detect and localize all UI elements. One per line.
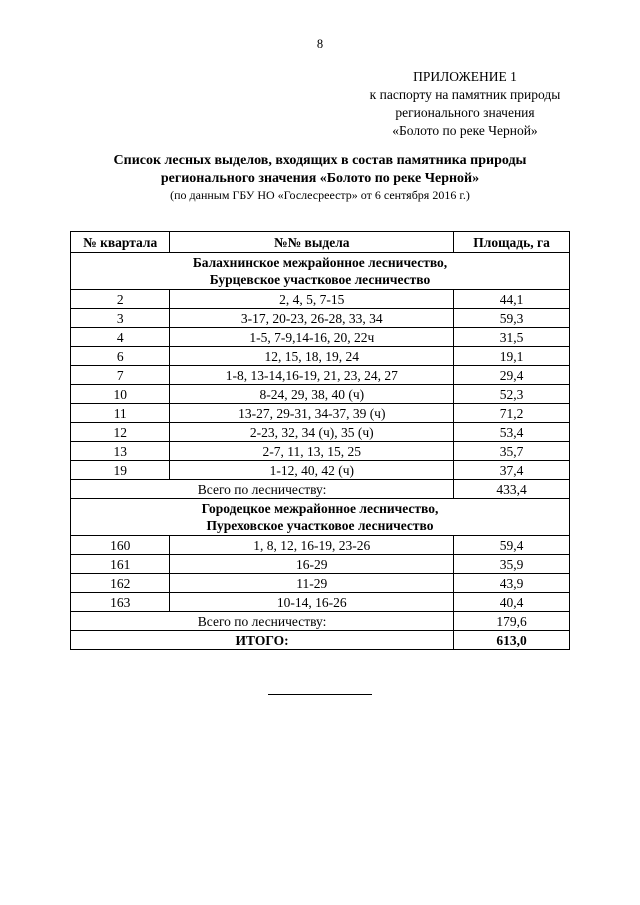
quarter-cell: 161 [71, 555, 170, 574]
plots-cell: 3-17, 20-23, 26-28, 33, 34 [170, 309, 454, 328]
area-cell: 35,7 [454, 442, 570, 461]
data-source-note: (по данным ГБУ НО «Гослесреестр» от 6 сентября 2016 г.) [170, 188, 470, 202]
table-row [71, 536, 570, 555]
area-cell: 44,1 [454, 290, 570, 309]
quarter-cell: 2 [71, 290, 170, 309]
subtotal-label: Всего по лесничеству: [71, 612, 454, 631]
section-header [71, 253, 570, 290]
table-row [71, 366, 570, 385]
quarter-cell: 6 [71, 347, 170, 366]
quarter-cell: 10 [71, 385, 170, 404]
section-title: Балахнинское межрайонное лесничество, [192, 255, 448, 270]
table-row [71, 385, 570, 404]
table-row [71, 555, 570, 574]
quarter-cell: 4 [71, 328, 170, 347]
area-cell: 43,9 [454, 574, 570, 593]
plots-cell: 13-27, 29-31, 34-37, 39 (ч) [170, 404, 454, 423]
quarter-cell: 162 [71, 574, 170, 593]
subtotal-row [71, 612, 570, 631]
table-header-row [71, 232, 570, 253]
quarter-cell: 163 [71, 593, 170, 612]
appendix-line: ПРИЛОЖЕНИЕ 1 [413, 69, 517, 84]
plots-cell: 1-5, 7-9,14-16, 20, 22ч [170, 328, 454, 347]
plots-cell: 16-29 [170, 555, 454, 574]
plots-cell: 12, 15, 18, 19, 24 [170, 347, 454, 366]
quarter-cell: 7 [71, 366, 170, 385]
quarter-cell: 12 [71, 423, 170, 442]
table-row [71, 574, 570, 593]
area-cell: 71,2 [454, 404, 570, 423]
plots-cell: 8-24, 29, 38, 40 (ч) [170, 385, 454, 404]
table-row [71, 290, 570, 309]
table-row [71, 593, 570, 612]
table-row [71, 442, 570, 461]
table-row [71, 309, 570, 328]
document-title: Список лесных выделов, входящих в состав памятника природы [113, 153, 527, 168]
area-cell: 59,3 [454, 309, 570, 328]
area-cell: 59,4 [454, 536, 570, 555]
end-divider [268, 694, 372, 695]
section-title: Пуреховское участковое лесничество [206, 518, 434, 533]
area-cell: 52,3 [454, 385, 570, 404]
table-row [71, 328, 570, 347]
appendix-line: к паспорту на памятник природы [369, 87, 561, 102]
table-row [71, 461, 570, 480]
section-title: Бурцевское участковое лесничество [209, 272, 431, 287]
plots-cell: 1, 8, 12, 16-19, 23-26 [170, 536, 454, 555]
plots-cell: 1-8, 13-14,16-19, 21, 23, 24, 27 [170, 366, 454, 385]
quarter-cell: 11 [71, 404, 170, 423]
forest-plots-table [70, 231, 570, 650]
plots-cell: 2-23, 32, 34 (ч), 35 (ч) [170, 423, 454, 442]
area-cell: 53,4 [454, 423, 570, 442]
plots-cell: 2-7, 11, 13, 15, 25 [170, 442, 454, 461]
subtotal-row [71, 480, 570, 499]
subtotal-value: 179,6 [454, 612, 570, 631]
area-cell: 31,5 [454, 328, 570, 347]
grand-total-value: 613,0 [454, 631, 570, 650]
grand-total-row [71, 631, 570, 650]
table-row [71, 423, 570, 442]
appendix-caption [330, 68, 600, 140]
table-row [71, 404, 570, 423]
subtotal-label: Всего по лесничеству: [71, 480, 454, 499]
column-header-plots: №№ выдела [170, 232, 454, 253]
document-title: регионального значения «Болото по реке Черной» [160, 171, 480, 186]
subtotal-value: 433,4 [454, 480, 570, 499]
column-header-quarter: № квартала [71, 232, 170, 253]
quarter-cell: 19 [71, 461, 170, 480]
plots-cell: 2, 4, 5, 7-15 [170, 290, 454, 309]
appendix-line: «Болото по реке Черной» [392, 123, 538, 138]
table-row [71, 347, 570, 366]
appendix-line: регионального значения [395, 105, 535, 120]
quarter-cell: 3 [71, 309, 170, 328]
plots-cell: 10-14, 16-26 [170, 593, 454, 612]
section-title: Городецкое межрайонное лесничество, [201, 501, 439, 516]
section-header [71, 499, 570, 536]
page-number: 8 [316, 37, 324, 51]
grand-total-label: ИТОГО: [71, 631, 454, 650]
area-cell: 35,9 [454, 555, 570, 574]
area-cell: 29,4 [454, 366, 570, 385]
area-cell: 40,4 [454, 593, 570, 612]
section-header-row [71, 253, 570, 290]
plots-cell: 1-12, 40, 42 (ч) [170, 461, 454, 480]
column-header-area: Площадь, га [454, 232, 570, 253]
document-heading [0, 152, 640, 203]
quarter-cell: 160 [71, 536, 170, 555]
area-cell: 19,1 [454, 347, 570, 366]
table-body [71, 253, 570, 650]
section-header-row [71, 499, 570, 536]
plots-cell: 11-29 [170, 574, 454, 593]
area-cell: 37,4 [454, 461, 570, 480]
quarter-cell: 13 [71, 442, 170, 461]
